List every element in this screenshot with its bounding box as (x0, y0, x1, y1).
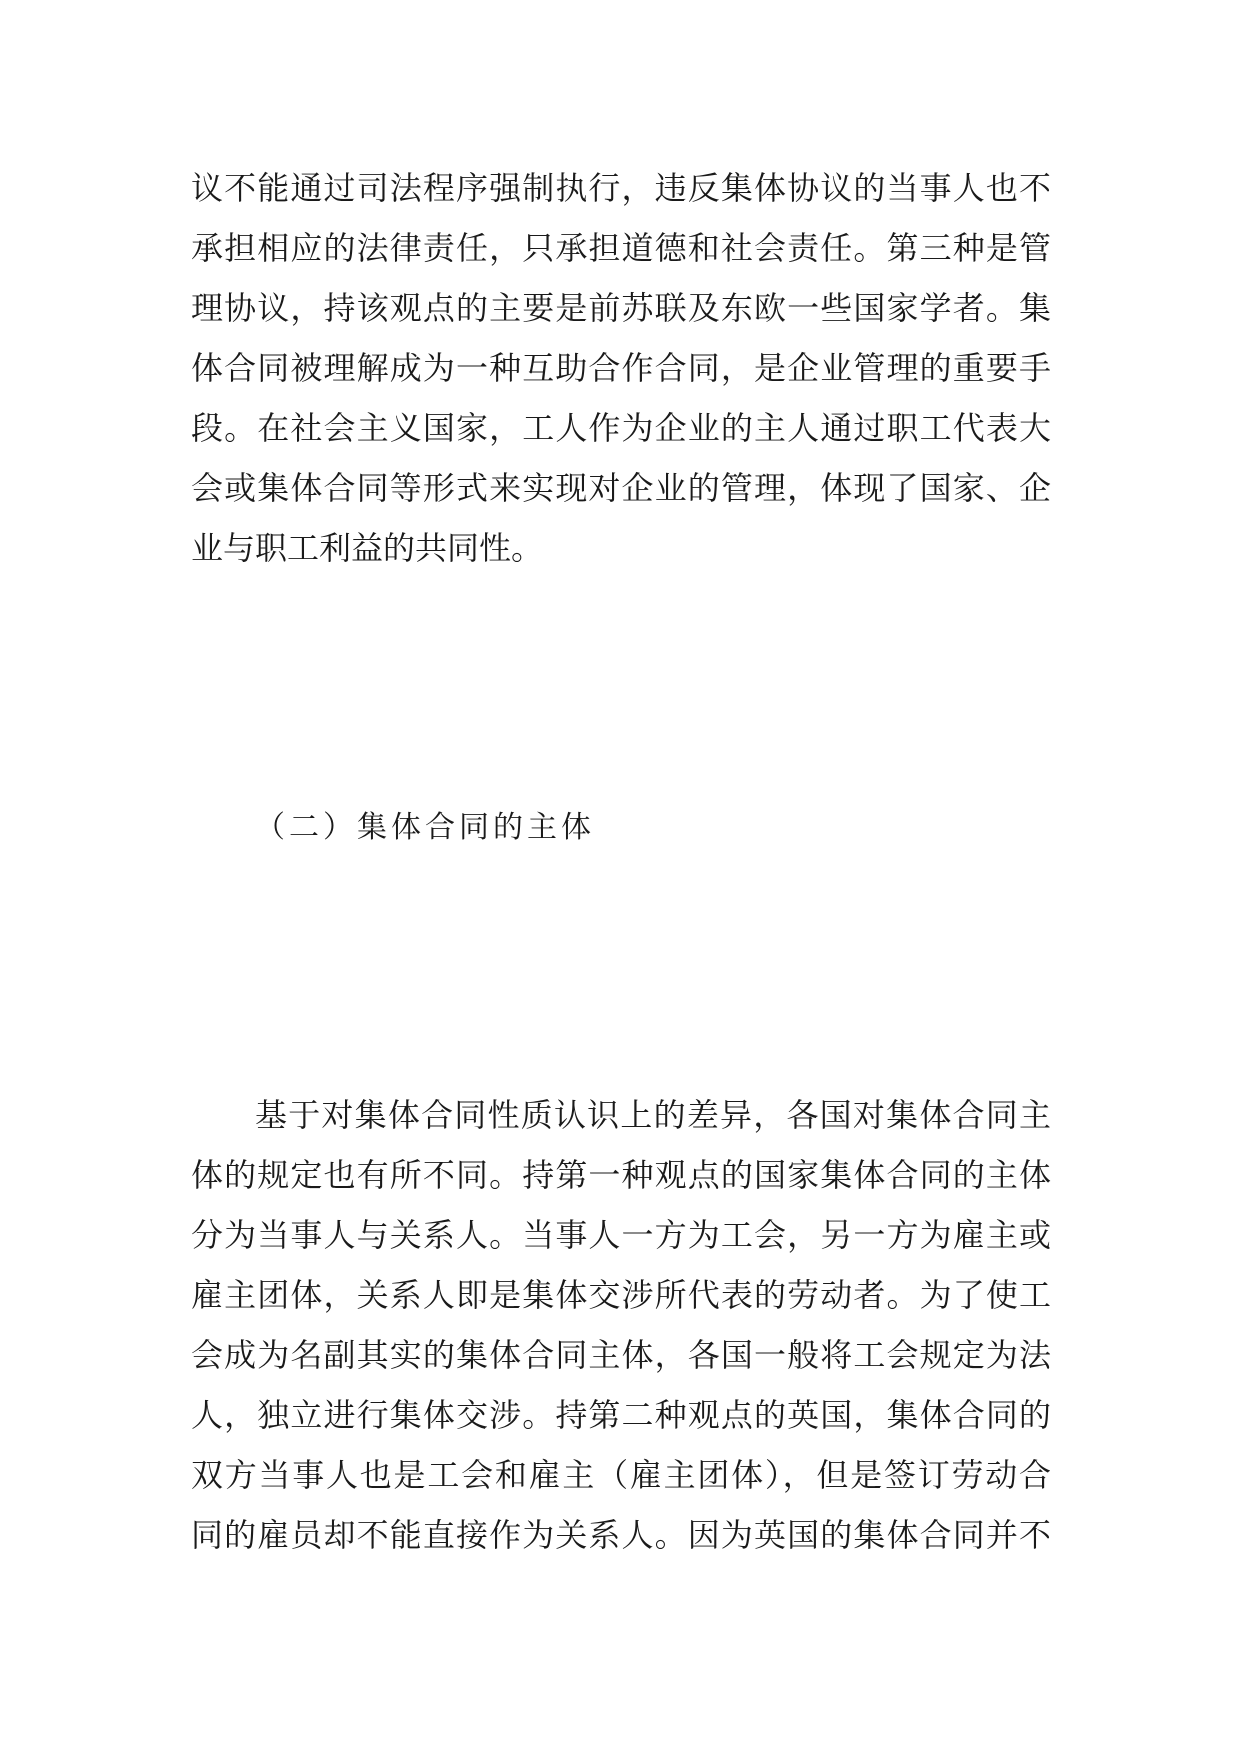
paragraph-line: 议不能通过司法程序强制执行，违反集体协议的当事人也不 (191, 169, 1051, 207)
paragraph-line: 分为当事人与关系人。当事人一方为工会，另一方为雇主或 (191, 1216, 1051, 1254)
paragraph-line: 人，独立进行集体交涉。持第二种观点的英国，集体合同的 (191, 1396, 1051, 1434)
paragraph-line: 会或集体合同等形式来实现对企业的管理，体现了国家、企 (191, 469, 1051, 507)
paragraph-line: 体的规定也有所不同。持第一种观点的国家集体合同的主体 (191, 1156, 1051, 1194)
paragraph-line: 段。在社会主义国家，工人作为企业的主人通过职工代表大 (191, 409, 1051, 447)
paragraph-line: 雇主团体，关系人即是集体交涉所代表的劳动者。为了使工 (191, 1276, 1051, 1314)
paragraph-line: 理协议，持该观点的主要是前苏联及东欧一些国家学者。集 (191, 289, 1051, 327)
paragraph-line: 基于对集体合同性质认识上的差异，各国对集体合同主 (255, 1096, 1051, 1134)
paragraph-line: 同的雇员却不能直接作为关系人。因为英国的集体合同并不 (191, 1516, 1051, 1554)
paragraph-line: 业与职工利益的共同性。 (191, 529, 544, 567)
paragraph-line: 会成为名副其实的集体合同主体，各国一般将工会规定为法 (191, 1336, 1051, 1374)
section-heading: （二）集体合同的主体 (255, 810, 595, 845)
paragraph-line: 承担相应的法律责任，只承担道德和社会责任。第三种是管 (191, 229, 1051, 267)
paragraph-line: 体合同被理解成为一种互助合作合同，是企业管理的重要手 (191, 349, 1051, 387)
paragraph-line: 双方当事人也是工会和雇主（雇主团体），但是签订劳动合 (191, 1456, 1051, 1494)
